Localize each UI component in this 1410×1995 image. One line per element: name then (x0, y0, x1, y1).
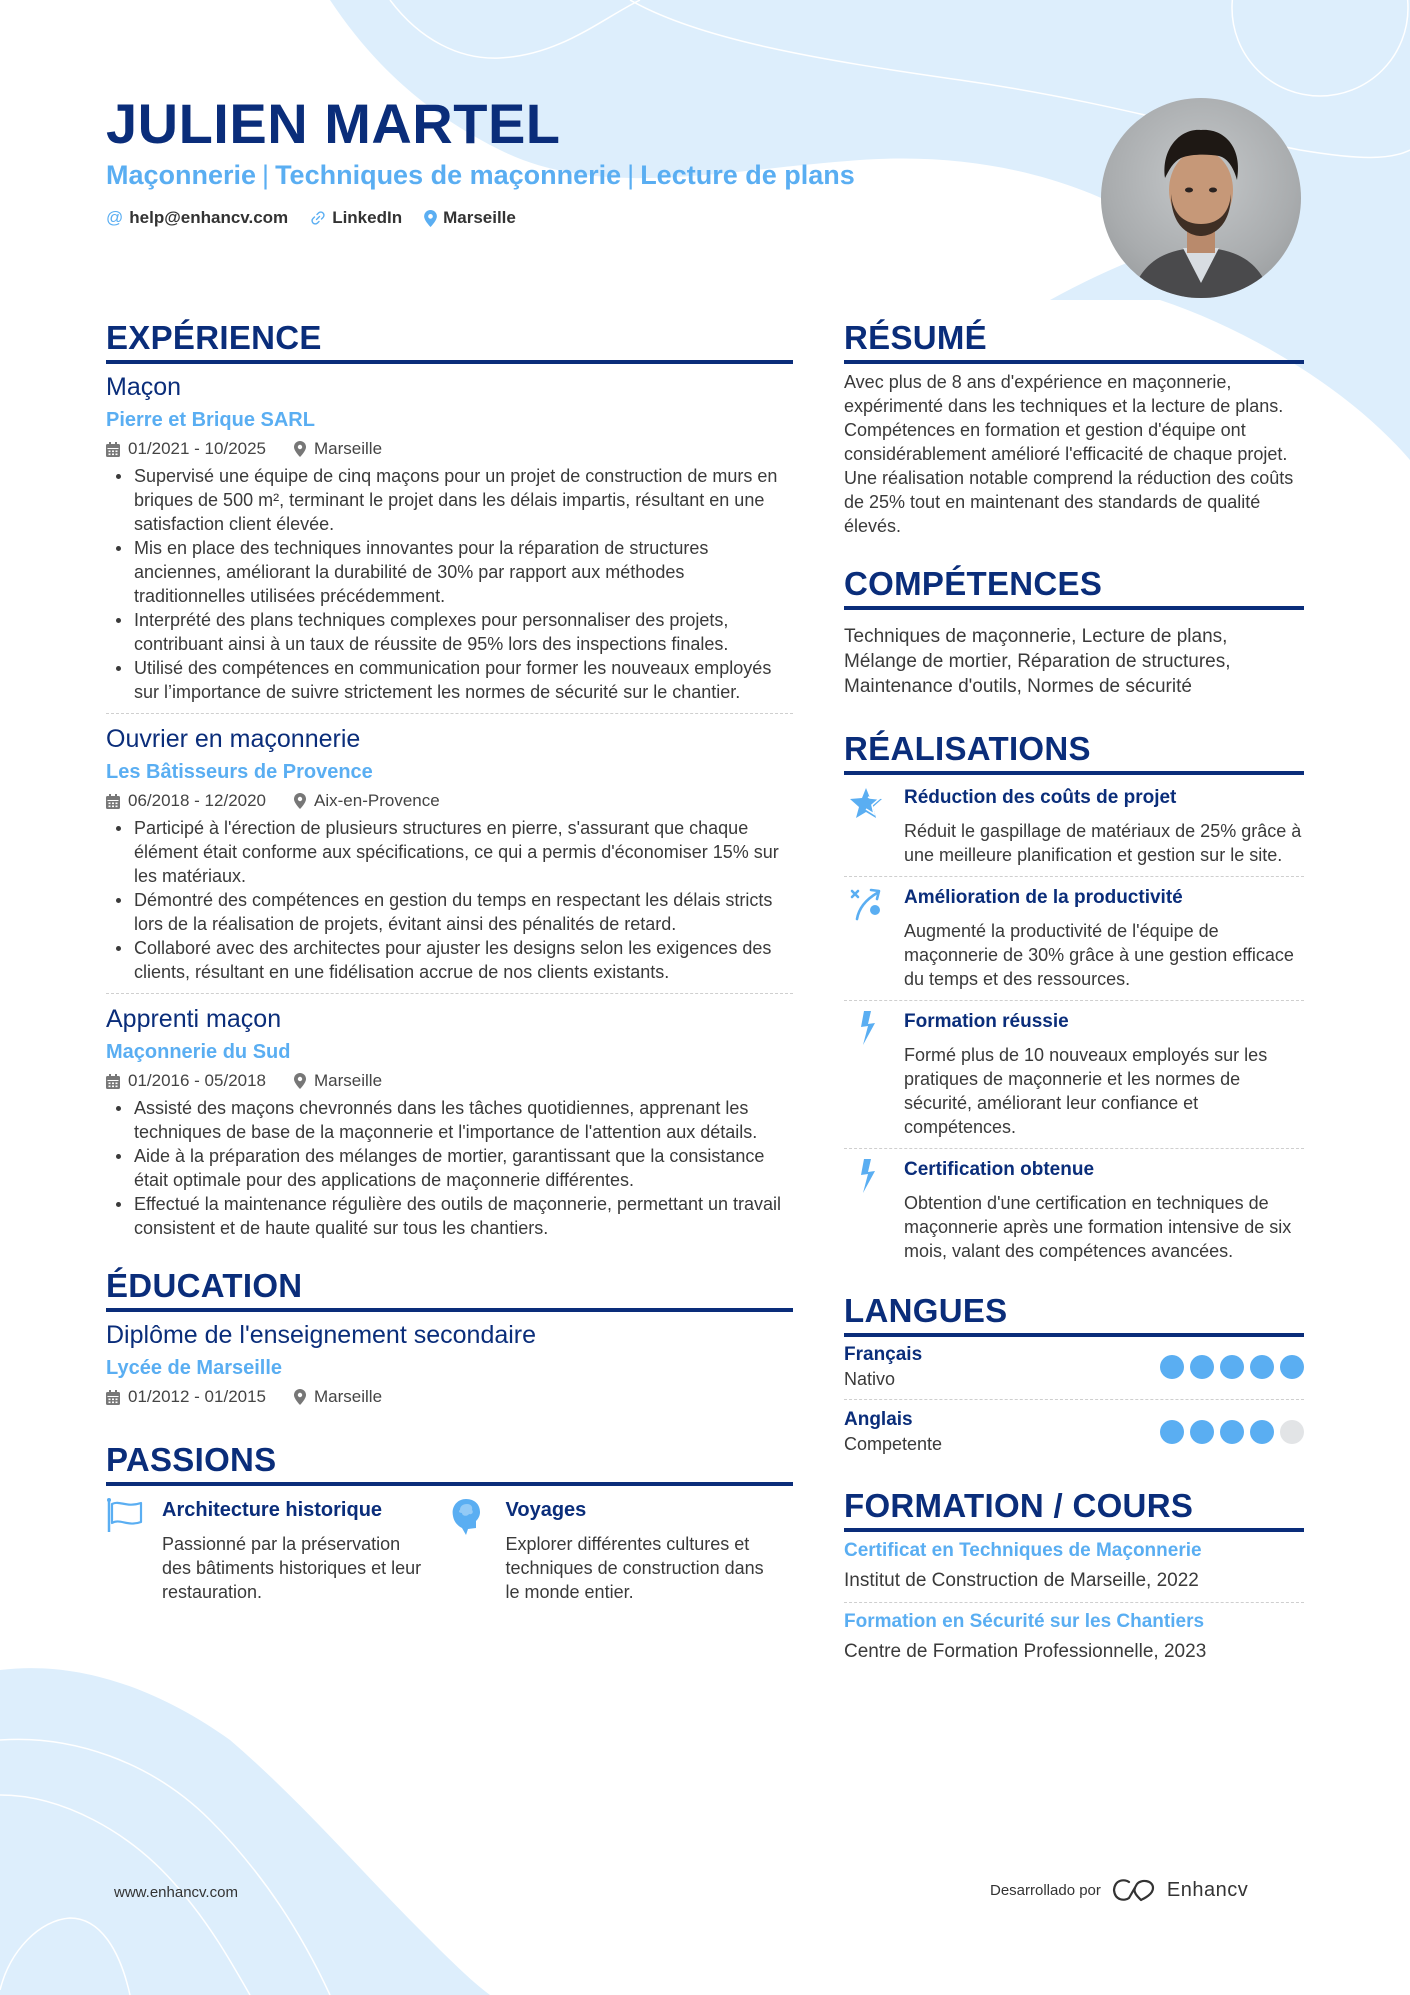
rating-dot-filled (1160, 1355, 1184, 1379)
passion-description: Explorer différentes cultures et techniques de construction dans le monde entier. (505, 1534, 764, 1602)
rating-dot-filled (1160, 1420, 1184, 1444)
job-dates: 01/2021 - 10/2025 (128, 439, 267, 458)
achievement-item (844, 885, 1304, 991)
bullet-item: Assisté des maçons chevronnés dans les tâches quotidiennes, apprenant les techniques de base de la maçonnerie et l'importance de l'attention aux détails. (106, 1096, 793, 1144)
summary-section (844, 318, 1304, 538)
rating-dot-empty (1280, 1420, 1304, 1444)
location-text: Marseille (443, 208, 516, 227)
job-entry (106, 1002, 793, 1240)
job-location: Marseille (314, 1071, 383, 1090)
lightning-icon (855, 1159, 877, 1193)
lightning-icon (855, 1011, 877, 1045)
section-title-passions: PASSIONS (106, 1440, 793, 1486)
at-icon: @ (106, 208, 124, 227)
experience-section (106, 318, 793, 1240)
bullet-item: Interprété des plans techniques complexes pour personnaliser des projets, contribuant ainsi à un taux de réussite de 95% lors des inspections finales. (106, 608, 793, 656)
achievement-item (844, 1157, 1304, 1263)
passion-item (450, 1496, 794, 1604)
job-bullets (106, 464, 793, 704)
divider (106, 993, 793, 994)
courses-section (844, 1486, 1304, 1665)
bullet-item: Participé à l'érection de plusieurs structures en pierre, s'assurant que chaque élément était conforme aux spécifications, ce qui a permis d'économiser 15% sur les matériaux. (106, 816, 793, 888)
language-level: Nativo (844, 1369, 896, 1389)
education-section (106, 1266, 793, 1410)
calendar-icon (106, 1074, 120, 1089)
contact-email[interactable] (106, 207, 288, 229)
passion-description: Passionné par la préservation des bâtiments historiques et leur restauration. (162, 1534, 422, 1602)
achievement-title: Certification obtenue (904, 1159, 1095, 1180)
bullet-item: Utilisé des compétences en communication pour former les nouveaux employés sur l’importance de suivre strictement les normes de sécurité sur le chantier. (106, 656, 793, 704)
section-title-achievements: RÉALISATIONS (844, 729, 1304, 775)
section-title-education: ÉDUCATION (106, 1266, 793, 1312)
powered-by-label: Desarrollado por (990, 1881, 1101, 1899)
job-title: Ouvrier en maçonnerie (106, 725, 361, 753)
skills-section (844, 564, 1304, 699)
left-column (106, 318, 793, 1604)
rating-dot-filled (1250, 1355, 1274, 1379)
course-item (844, 1609, 1304, 1665)
divider (844, 1000, 1304, 1001)
divider (844, 1399, 1304, 1400)
right-column (844, 318, 1304, 1665)
job-meta (106, 1068, 793, 1094)
headline-separator: | (262, 160, 270, 190)
location-pin-icon (294, 441, 306, 457)
headline-item: Lecture de plans (640, 160, 855, 190)
language-name: Français (844, 1344, 923, 1365)
calendar-icon (106, 794, 120, 809)
achievement-description: Obtention d'une certification en techniques de maçonnerie après une formation intensive de six mois, valant des compétences avancées. (904, 1193, 1292, 1261)
passion-title: Voyages (505, 1499, 587, 1521)
passions-section (106, 1440, 793, 1604)
passion-title: Architecture historique (162, 1499, 383, 1521)
language-item (844, 1408, 1304, 1456)
achievement-description: Formé plus de 10 nouveaux employés sur les pratiques de maçonnerie et les normes de sécurité, améliorant leur confiance et compétences. (904, 1045, 1268, 1137)
portrait-illustration (1101, 98, 1301, 298)
company-name: Pierre et Brique SARL (106, 409, 315, 431)
company-name: Maçonnerie du Sud (106, 1041, 291, 1063)
achievement-title: Réduction des coûts de projet (904, 787, 1177, 808)
degree-title: Diplôme de l'enseignement secondaire (106, 1321, 537, 1349)
achievements-section (844, 729, 1304, 1263)
location-pin-icon (294, 1389, 306, 1405)
contact-location (424, 207, 516, 229)
strategy-icon (849, 887, 883, 921)
language-item (844, 1343, 1304, 1391)
calendar-icon (106, 1390, 120, 1405)
headline (106, 158, 855, 192)
job-dates: 06/2018 - 12/2020 (128, 791, 267, 810)
rating-dot-filled (1190, 1420, 1214, 1444)
job-dates: 01/2016 - 05/2018 (128, 1071, 267, 1090)
summary-text: Avec plus de 8 ans d'expérience en maçonnerie, expérimenté dans les techniques et la lecture de plans. Compétences en formation et gestion d'équipe ont considérablement amélioré l'efficacité de chaque projet. Une réalisation notable comprend la réduction des coûts de 25% tout en maintenant des standards de qualité élevés. (844, 372, 1294, 536)
section-title-experience: EXPÉRIENCE (106, 318, 793, 364)
headline-item: Maçonnerie (106, 160, 257, 190)
bullet-item: Démontré des compétences en gestion du temps en respectant les délais stricts lors de la réalisation de projets, évitant ainsi des pénalités de retard. (106, 888, 793, 936)
course-institution: Institut de Construction de Marseille, 2022 (844, 1570, 1199, 1591)
location-pin-icon (294, 793, 306, 809)
languages-section (844, 1291, 1304, 1456)
course-item (844, 1538, 1304, 1594)
email-text: help@enhancv.com (129, 208, 289, 227)
language-level: Competente (844, 1434, 943, 1454)
star-icon (849, 787, 883, 819)
profile-photo (1101, 98, 1301, 298)
achievement-description: Augmenté la productivité de l'équipe de maçonnerie de 30% grâce à une gestion efficace du temps et des ressources. (904, 921, 1294, 989)
job-title: Maçon (106, 373, 182, 401)
link-icon (310, 210, 326, 226)
section-title-skills: COMPÉTENCES (844, 564, 1304, 610)
headline-item: Techniques de maçonnerie (275, 160, 622, 190)
education-meta (106, 1384, 793, 1410)
language-rating (1160, 1355, 1304, 1379)
achievement-title: Amélioration de la productivité (904, 887, 1183, 908)
contact-linkedin[interactable] (310, 207, 402, 229)
skills-text: Techniques de maçonnerie, Lecture de plans, Mélange de mortier, Réparation de structures, Maintenance d'outils, Normes de sécurité (844, 626, 1231, 697)
divider (844, 1148, 1304, 1149)
passions-list (106, 1496, 793, 1604)
bullet-item: Mis en place des techniques innovantes pour la réparation de structures anciennes, améliorant la durabilité de 30% par rapport aux méthodes traditionnelles utilisées précédemment. (106, 536, 793, 608)
education-dates: 01/2012 - 01/2015 (128, 1387, 267, 1406)
company-name: Les Bâtisseurs de Provence (106, 761, 373, 783)
achievement-item (844, 1009, 1304, 1139)
section-title-languages: LANGUES (844, 1291, 1304, 1337)
course-title: Formation en Sécurité sur les Chantiers (844, 1611, 1205, 1632)
divider (106, 713, 793, 714)
enhancv-brand: Enhancv (1166, 1878, 1249, 1901)
rating-dot-filled (1220, 1355, 1244, 1379)
course-institution: Centre de Formation Professionnelle, 2023 (844, 1641, 1207, 1662)
bullet-item: Aide à la préparation des mélanges de mortier, garantissant que la consistance était optimale pour des applications de maçonnerie différentes. (106, 1144, 793, 1192)
head-profile-icon (450, 1498, 482, 1536)
job-title: Apprenti maçon (106, 1005, 282, 1033)
job-bullets (106, 816, 793, 984)
achievement-title: Formation réussie (904, 1011, 1069, 1032)
rating-dot-filled (1220, 1420, 1244, 1444)
contact-info (106, 207, 516, 229)
passion-item (106, 1496, 450, 1604)
job-bullets (106, 1096, 793, 1240)
achievement-description: Réduit le gaspillage de matériaux de 25% grâce à une meilleure planification et gestion sur le site. (904, 821, 1302, 865)
section-title-courses: FORMATION / COURS (844, 1486, 1304, 1532)
language-rating (1160, 1420, 1304, 1444)
rating-dot-filled (1250, 1420, 1274, 1444)
education-location: Marseille (314, 1387, 383, 1406)
footer-branding (990, 1878, 1248, 1902)
location-pin-icon (424, 210, 437, 227)
linkedin-text: LinkedIn (332, 208, 403, 227)
headline-separator: | (627, 160, 635, 190)
footer-website[interactable]: www.enhancv.com (114, 1884, 238, 1901)
divider (844, 1602, 1304, 1603)
job-entry (106, 722, 793, 984)
bullet-item: Effectué la maintenance régulière des outils de maçonnerie, permettant un travail consistent et de haute qualité sur tous les chantiers. (106, 1192, 793, 1240)
enhancv-logo-icon (1111, 1878, 1157, 1902)
bullet-item: Supervisé une équipe de cinq maçons pour un projet de construction de murs en briques de 500 m², terminant le projet dans les délais impartis, résultant en une satisfaction client élevée. (106, 464, 793, 536)
calendar-icon (106, 442, 120, 457)
rating-dot-filled (1280, 1355, 1304, 1379)
section-title-summary: RÉSUMÉ (844, 318, 1304, 364)
job-meta (106, 436, 793, 462)
divider (844, 876, 1304, 877)
candidate-name: JULIEN MARTEL (106, 92, 561, 155)
job-location: Aix-en-Provence (314, 791, 440, 810)
bullet-item: Collaboré avec des architectes pour ajuster les designs selon les exigences des clients, résultant en une fidélisation accrue de nos clients existants. (106, 936, 793, 984)
location-pin-icon (294, 1073, 306, 1089)
school-name: Lycée de Marseille (106, 1357, 283, 1379)
language-name: Anglais (844, 1409, 913, 1430)
job-entry (106, 370, 793, 704)
flag-icon (106, 1498, 144, 1532)
job-meta (106, 788, 793, 814)
rating-dot-filled (1190, 1355, 1214, 1379)
achievement-item (844, 785, 1304, 867)
course-title: Certificat en Techniques de Maçonnerie (844, 1540, 1202, 1561)
job-location: Marseille (314, 439, 383, 458)
